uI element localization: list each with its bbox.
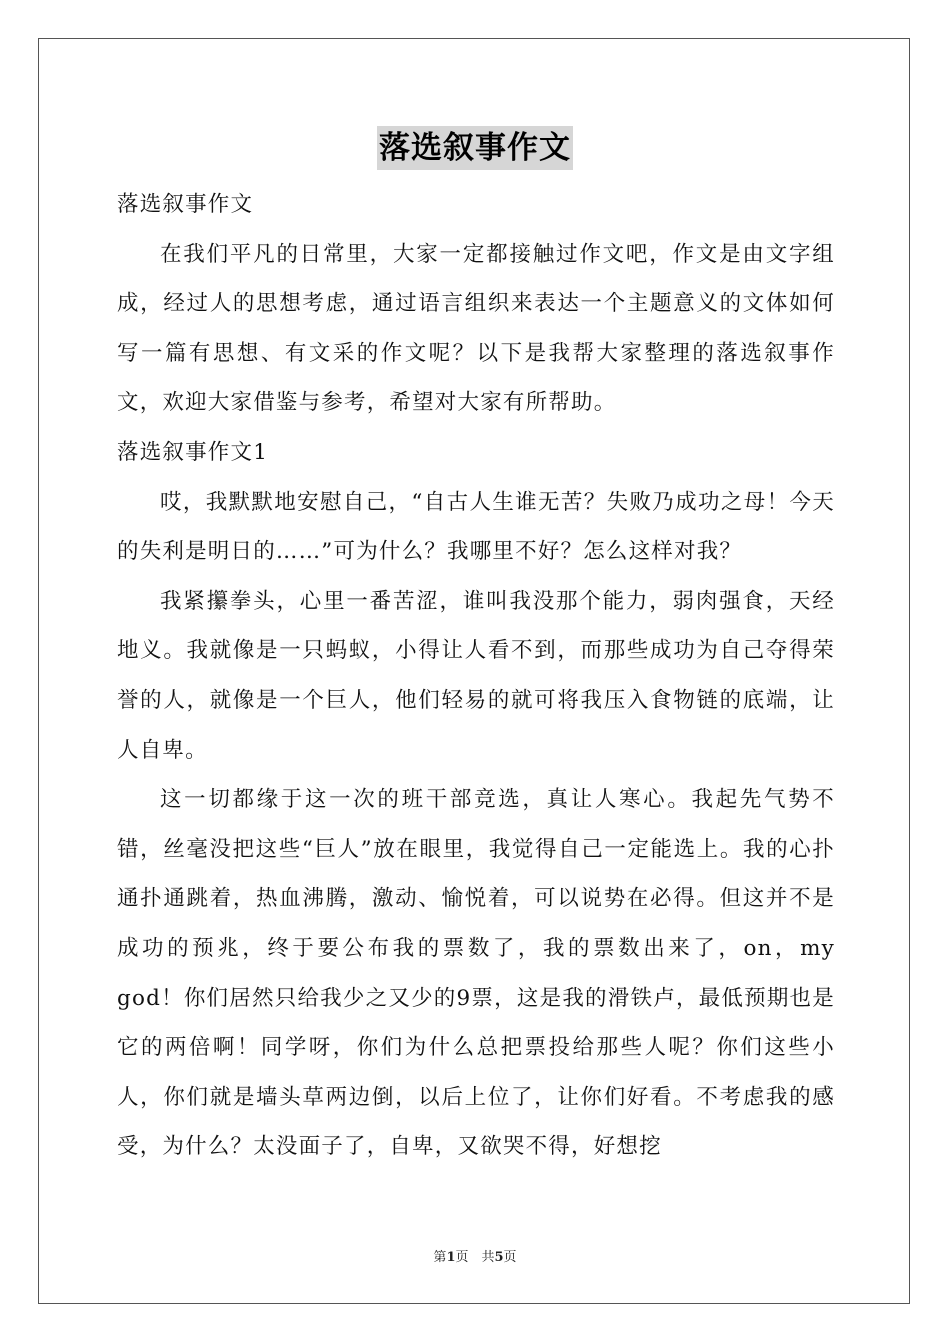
total-page-number: 5: [494, 1250, 504, 1265]
body-paragraph[interactable]: 我紧攥拳头，心里一番苦涩，谁叫我没那个能力，弱肉强食，天经地义。我就像是一只蚂蚁，小得让人看不到，而那些成功为自己夺得荣誉的人，就像是一个巨人，他们轻易的就可将我压入食物链的底端，让人自卑。: [117, 588, 835, 763]
footer-prefix: 第: [433, 1250, 447, 1265]
current-page-number: 1: [446, 1250, 456, 1265]
page-footer: [0, 1246, 950, 1265]
body-paragraph[interactable]: 这一切都缘于这一次的班干部竞选，真让人寒心。我起先气势不错，丝毫没把这些“巨人”放在眼里，我觉得自己一定能选上。我的心扑通扑通跳着，热血沸腾，激动、愉悦着，可以说势在必得。但这并不是成功的预兆，终于要公布我的票数了，我的票数出来了，on，my god！你们居然只给我少之又少的9票，这是我的滑铁卢，最低预期也是它的两倍啊！同学呀，你们为什么总把票投给那些人呢？你们这些小人，你们就是墙头草两边倒，以后上位了，让你们好看。不考虑我的感受，为什么？太没面子了，自卑，又欲哭不得，好想挖: [117, 787, 835, 1160]
section-heading[interactable]: 落选叙事作文1: [117, 439, 269, 465]
document-body: [117, 180, 835, 1172]
footer-mid: 页 共: [455, 1250, 495, 1265]
section-heading[interactable]: 落选叙事作文: [117, 192, 254, 217]
body-paragraph[interactable]: 哎，我默默地安慰自己，“自古人生谁无苦？失败乃成功之母！今天的失利是明日的……”可为什么？我哪里不好？怎么这样对我？: [117, 489, 835, 565]
footer-suffix: 页: [503, 1250, 517, 1265]
document-title[interactable]: 落选叙事作文: [377, 126, 573, 170]
title-container: [0, 126, 950, 170]
body-paragraph[interactable]: 在我们平凡的日常里，大家一定都接触过作文吧，作文是由文字组成，经过人的思想考虑，通过语言组织来表达一个主题意义的文体如何写一篇有思想、有文采的作文呢？以下是我帮大家整理的落选叙事作文，欢迎大家借鉴与参考，希望对大家有所帮助。: [117, 241, 835, 416]
